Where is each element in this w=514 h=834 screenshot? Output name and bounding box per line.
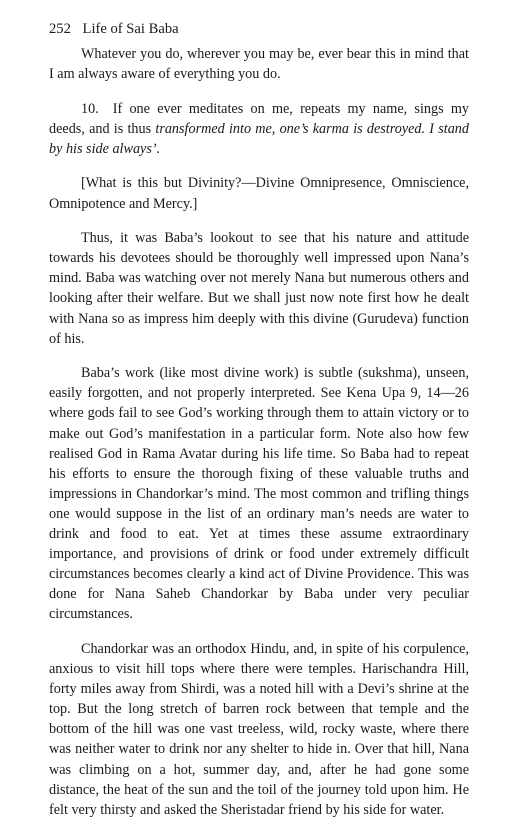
paragraph xyxy=(49,363,469,624)
paragraph xyxy=(49,44,469,84)
running-head xyxy=(49,20,179,38)
running-title: Life of Sai Baba xyxy=(82,21,179,37)
paragraph xyxy=(49,173,469,213)
paragraph-italic-text: transformed into me, one’s karma is destroyed. I stand by his side always’. xyxy=(49,120,469,157)
paragraph-number: 10. xyxy=(81,100,99,117)
numbered-paragraph xyxy=(49,99,469,159)
paragraph xyxy=(49,639,469,820)
paragraph-text: If one ever meditates on me, repeats my name, sings my deeds, and is thus xyxy=(49,100,469,137)
paragraph-text: Chandorkar was an orthodox Hindu, and, in spite of his corpulence, anxious to visit hill tops where there were temples. Harischandra Hill, forty miles away from Shirdi, was a noted hill with a Devi’s shrine at the top. But the long stretch of barren rock between that temple and the bottom of the hill was one vast treeless, wild, rocky waste, where there was neither water to drink nor any shelter to hide in. Over that hill, Nana was climbing on a hot, summer day, and, after he had gone some distance, the heat of the sun and the toil of the journey told upon him. He felt very thirsty and asked the Sheristadar friend by his side for water. xyxy=(49,640,469,818)
paragraph-text: Whatever you do, wherever you may be, ever bear this in mind that I am always aware of everything you do. xyxy=(49,46,469,83)
body-text xyxy=(49,44,469,834)
paragraph-text: [What is this but Divinity?—Divine Omnipresence, Omniscience, Omnipotence and Mercy.] xyxy=(49,175,469,212)
paragraph-text: Baba’s work (like most divine work) is subtle (sukshma), unseen, easily forgotten, and not properly interpreted. See Kena Upa 9, 14—26 where gods fail to see God’s working through them to attain victory or to make out God’s manifestation in a particular form. Note also how few realised God in Rama Avatar during his life time. So Baba had to repeat his efforts to ensure the thorough fixing of these valuable truths and impressions in Chandorkar’s mind. The most common and trifling things one would suppose in the list of an ordinary man’s needs are water to drink and food to eat. Yet at times these assume extraordinary importance, and provisions of drink or food under extremely difficult circumstances becomes clearly a kind act of Divine Providence. This was done for Nana Saheb Chandorkar by Baba under very peculiar circumstances. xyxy=(49,365,469,623)
page-number: 252 xyxy=(49,21,71,37)
paragraph xyxy=(49,228,469,349)
paragraph-text: Thus, it was Baba’s lookout to see that his nature and attitude towards his devotees should be thoroughly well impressed upon Nana’s mind. Baba was watching over not merely Nana but numerous others and looking after their welfare. But we shall just now note first how he dealt with Nana so as impress him deeply with this divine (Gurudeva) function of his. xyxy=(49,230,469,347)
book-page xyxy=(49,0,469,818)
